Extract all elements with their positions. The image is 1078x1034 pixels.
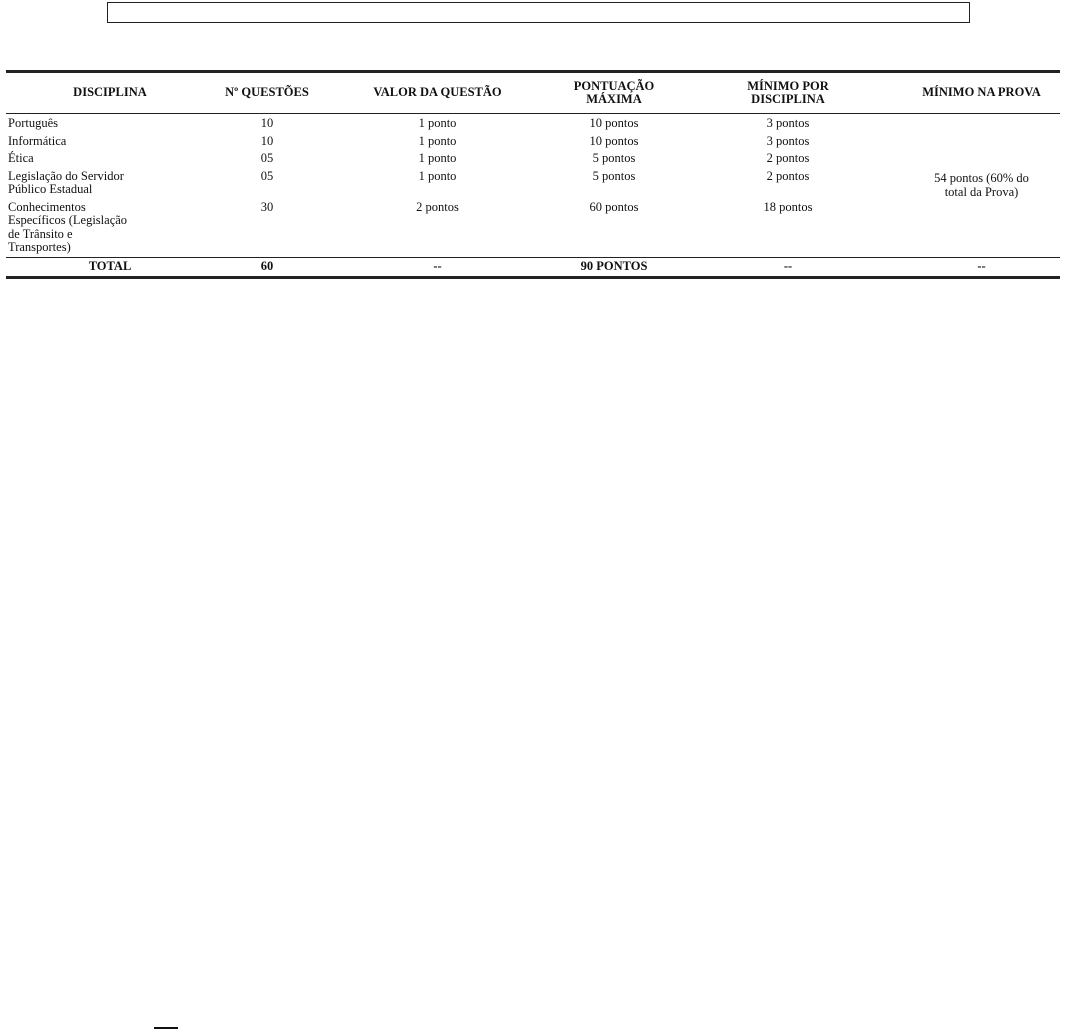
cell-questoes: 05 (260, 168, 274, 183)
footer-mark (154, 1027, 178, 1029)
cell-pontuacao: 5 pontos (592, 151, 636, 165)
header-valor: VALOR DA QUESTÃO (320, 72, 555, 114)
cell-minimo: 3 pontos (766, 133, 810, 148)
cell-minimo: 3 pontos (766, 116, 810, 130)
cell-disciplina: Português (8, 116, 58, 130)
table-row (6, 133, 1060, 151)
score-table (6, 70, 1060, 279)
cell-pontuacao: 10 pontos (589, 133, 639, 148)
disciplina-text: Conhecimentos Específicos (Legislação de Trânsito e Transportes) (8, 199, 128, 254)
cell-minimo: 18 pontos (763, 199, 813, 214)
cell-questoes: 10 (260, 116, 274, 130)
cell-questoes: 10 (260, 133, 274, 148)
cell-valor: 2 pontos (416, 199, 459, 214)
total-valor: -- (320, 257, 555, 278)
cell-valor: 1 ponto (418, 151, 457, 165)
cell-pontuacao: 10 pontos (589, 116, 639, 130)
table-row (6, 150, 1060, 168)
total-minimo: -- (673, 257, 903, 278)
header-questoes: Nº QUESTÕES (214, 72, 320, 114)
total-minimo-prova: -- (903, 257, 1060, 278)
cell-pontuacao: 60 pontos (589, 199, 639, 214)
minimo-na-prova-text: 54 pontos (60% do total da Prova) (934, 171, 1029, 199)
header-box (107, 2, 970, 23)
cell-valor: 1 ponto (418, 133, 457, 148)
cell-pontuacao: 5 pontos (592, 168, 636, 183)
total-pontuacao: 90 PONTOS (555, 257, 673, 278)
header-disciplina: DISCIPLINA (6, 72, 214, 114)
table-row (6, 114, 1060, 133)
total-questoes: 60 (214, 257, 320, 278)
cell-disciplina: Informática (8, 133, 67, 148)
table-row (6, 199, 1060, 258)
cell-questoes: 05 (260, 151, 274, 165)
header-pontuacao: PONTUAÇÃO MÁXIMA (555, 72, 673, 114)
table-row (6, 168, 1060, 199)
cell-valor: 1 ponto (418, 116, 457, 130)
cell-questoes: 30 (260, 199, 274, 214)
cell-disciplina (6, 199, 214, 258)
disciplina-text: Legislação do Servidor Público Estadual (8, 168, 124, 196)
header-minimo-prova: MÍNIMO NA PROVA (903, 72, 1060, 114)
total-label: TOTAL (6, 257, 214, 278)
cell-minimo: 2 pontos (766, 168, 810, 183)
cell-minimo-na-prova (903, 114, 1060, 258)
cell-disciplina: Ética (8, 151, 34, 165)
total-row (6, 257, 1060, 278)
cell-valor: 1 ponto (418, 168, 457, 183)
cell-disciplina (6, 168, 214, 199)
header-minimo-disciplina: MÍNIMO POR DISCIPLINA (673, 72, 903, 114)
table-header-row (6, 72, 1060, 114)
cell-minimo: 2 pontos (766, 151, 810, 165)
